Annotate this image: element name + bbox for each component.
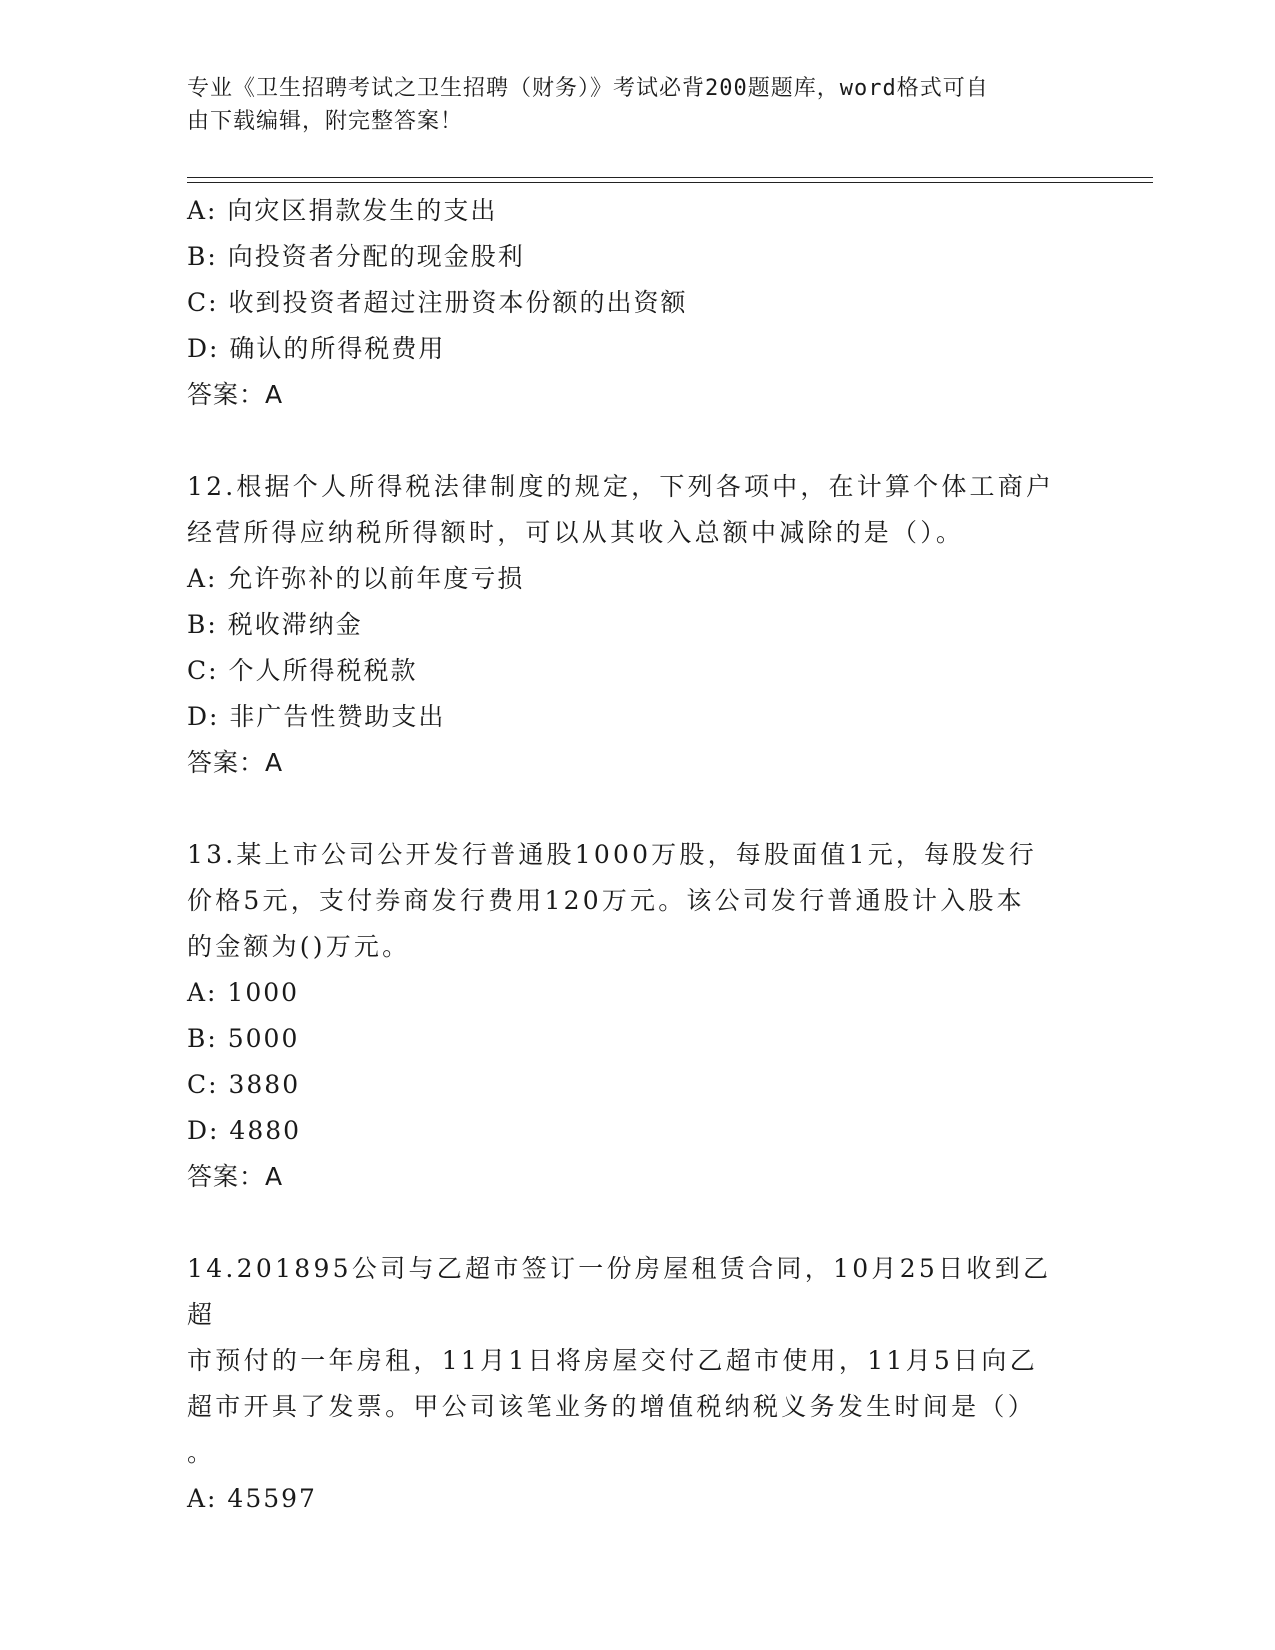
spacer [187, 418, 1087, 464]
answer-text: 答案：A [187, 1162, 284, 1191]
option-b: B: 税收滞纳金 [187, 610, 363, 639]
option-c: C: 3880 [187, 1070, 301, 1099]
question-text-line: 超市开具了发票。甲公司该笔业务的增值税纳税义务发生时间是（） [187, 1392, 1037, 1421]
answer-text: 答案：A [187, 380, 284, 409]
question-text-line: 市预付的一年房租，11月1日将房屋交付乙超市使用，11月5日向乙 [187, 1346, 1039, 1375]
option-b: B: 向投资者分配的现金股利 [187, 242, 525, 271]
question-11 [187, 188, 1087, 418]
question-text-line: 13.某上市公司公开发行普通股1000万股，每股面值1元，每股发行 [187, 840, 1037, 869]
header-rule-bottom [187, 182, 1153, 183]
spacer [187, 786, 1087, 832]
question-14 [187, 1246, 1087, 1522]
question-text-line: 的金额为()万元。 [187, 932, 411, 961]
option-a: A: 允许弥补的以前年度亏损 [187, 564, 525, 593]
option-d: D: 非广告性赞助支出 [187, 702, 446, 731]
option-d: D: 4880 [187, 1116, 302, 1145]
option-a: A: 1000 [187, 978, 300, 1007]
question-13 [187, 832, 1087, 1200]
question-text-line: 经营所得应纳税所得额时，可以从其收入总额中减除的是（）。 [187, 518, 965, 547]
question-text-line: 价格5元，支付券商发行费用120万元。该公司发行普通股计入股本 [187, 886, 1025, 915]
header-rule-top [187, 177, 1153, 178]
question-text-line: 12.根据个人所得税法律制度的规定，下列各项中，在计算个体工商户 [187, 472, 1055, 501]
option-a: A: 45597 [187, 1484, 317, 1513]
option-c: C: 个人所得税税款 [187, 656, 418, 685]
question-12 [187, 464, 1087, 786]
header-line-2: 由下载编辑，附完整答案！ [187, 109, 464, 134]
option-d: D: 确认的所得税费用 [187, 334, 446, 363]
answer-text: 答案：A [187, 748, 284, 777]
question-list [187, 188, 1087, 1522]
spacer [187, 1200, 1087, 1246]
question-text-line: 14.201895公司与乙超市签订一份房屋租赁合同，10月25日收到乙超 [187, 1254, 1052, 1329]
option-c: C: 收到投资者超过注册资本份额的出资额 [187, 288, 688, 317]
header-line-1: 专业《卫生招聘考试之卫生招聘（财务）》考试必背200题题库，word格式可自 [187, 76, 989, 101]
question-text-line: 。 [187, 1438, 216, 1467]
option-a: A: 向灾区捐款发生的支出 [187, 196, 498, 225]
option-b: B: 5000 [187, 1024, 300, 1053]
document-header [187, 72, 1067, 138]
